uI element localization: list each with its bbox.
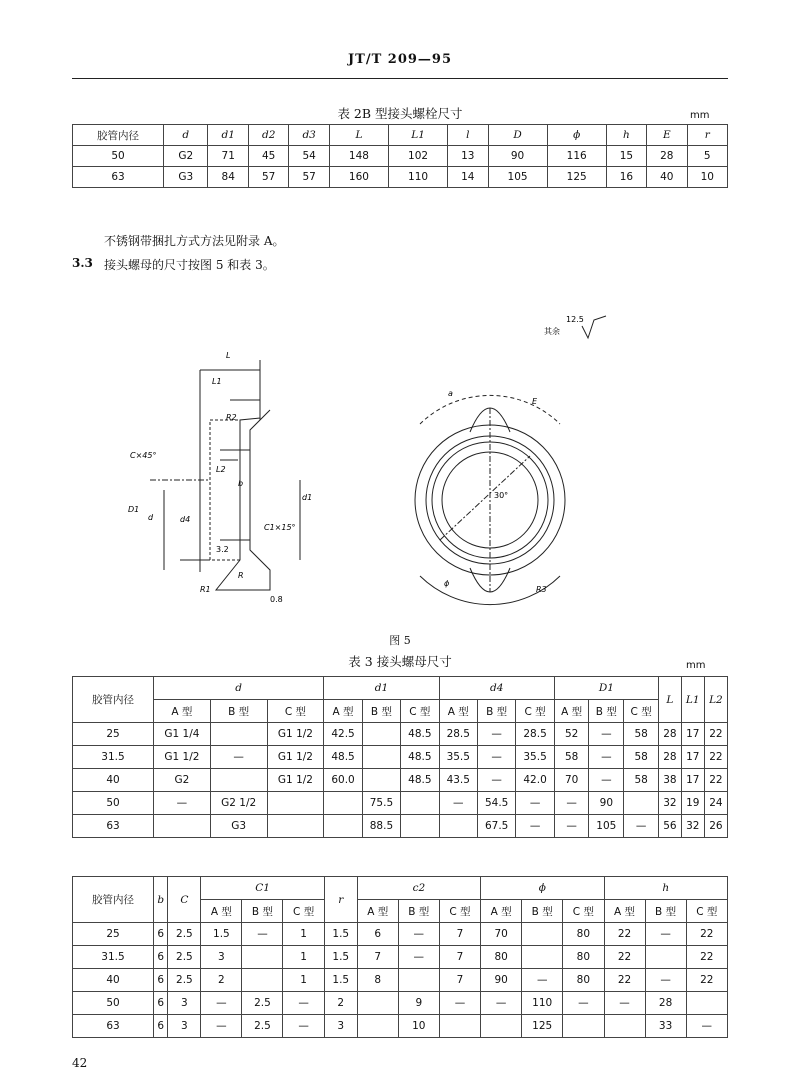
table-cell: — [645, 923, 686, 946]
table-cell: 80 [481, 946, 522, 969]
table-cell: — [477, 723, 515, 746]
table-cell: 2.5 [242, 1015, 283, 1038]
table-cell: 125 [522, 1015, 563, 1038]
table2-header-cell: L1 [389, 125, 448, 146]
table-cell: 57 [289, 167, 329, 188]
table-cell: 28.5 [516, 723, 554, 746]
roughness-outer: 0.8 [270, 595, 283, 604]
table-cell: 9 [398, 992, 439, 1015]
table3-header-cell: L [659, 677, 682, 723]
table3-bottom-group-header [73, 877, 728, 900]
table-cell: — [283, 992, 324, 1015]
table3-header-cell: B 型 [645, 900, 686, 923]
table-cell: 90 [488, 146, 547, 167]
table-cell: 1 [283, 923, 324, 946]
table-cell: — [516, 815, 554, 838]
table-cell: 7 [439, 969, 480, 992]
table-cell: 3 [168, 992, 201, 1015]
table-cell: 15 [606, 146, 646, 167]
table3-header-cell: r [324, 877, 357, 923]
table-cell: 63 [73, 815, 154, 838]
table-cell: 10 [687, 167, 728, 188]
table-cell: 70 [554, 769, 589, 792]
table-cell: 5 [687, 146, 728, 167]
table-cell: 7 [439, 923, 480, 946]
table-cell [563, 1015, 604, 1038]
table-cell [645, 946, 686, 969]
table-cell [357, 992, 398, 1015]
table-cell: G1 1/2 [267, 769, 324, 792]
table-cell: 35.5 [516, 746, 554, 769]
table-cell [522, 923, 563, 946]
table-cell: 116 [547, 146, 606, 167]
section-number: 3.3 [72, 256, 93, 270]
table-cell: 17 [681, 723, 704, 746]
table-cell: 58 [624, 769, 659, 792]
table3-header-cell: B 型 [522, 900, 563, 923]
table-cell: 22 [686, 923, 727, 946]
table3-header-cell: B 型 [477, 700, 515, 723]
table2-header-cell: d1 [208, 125, 248, 146]
dim-C1: C1×15° [264, 523, 296, 532]
table-cell: — [554, 815, 589, 838]
table-cell [242, 946, 283, 969]
table-row [73, 769, 728, 792]
table-cell: 7 [439, 946, 480, 969]
table-cell: 67.5 [477, 815, 515, 838]
table3-header-cell: B 型 [242, 900, 283, 923]
dim-D1: D1 [128, 505, 140, 514]
table3-group-header [73, 677, 728, 700]
table-cell: 1.5 [324, 946, 357, 969]
dim-R: R [238, 571, 244, 580]
table-cell [398, 969, 439, 992]
table-cell: 31.5 [73, 946, 154, 969]
table-cell [324, 815, 362, 838]
dim-E: E [532, 397, 538, 406]
table-cell: 110 [522, 992, 563, 1015]
dim-R2: R2 [226, 413, 237, 422]
table-cell: 25 [73, 923, 154, 946]
table2-caption: 表 2B 型接头螺栓尺寸 [337, 106, 463, 121]
table-cell: 54.5 [477, 792, 515, 815]
table-cell: 28.5 [439, 723, 477, 746]
table-cell: — [477, 746, 515, 769]
table2-header-cell: 胶管内径 [73, 125, 164, 146]
table-cell: — [516, 792, 554, 815]
table-cell: 105 [488, 167, 547, 188]
table-cell: — [210, 746, 267, 769]
table-cell: — [554, 792, 589, 815]
table-cell: 22 [686, 946, 727, 969]
table-cell: 22 [704, 746, 727, 769]
table-cell: 28 [659, 723, 682, 746]
table-cell: 17 [681, 746, 704, 769]
table-cell: 54 [289, 146, 329, 167]
table-cell: 7 [357, 946, 398, 969]
dim-L2: L2 [216, 465, 226, 474]
front-view [415, 395, 565, 604]
table3-header-cell: d1 [324, 677, 439, 700]
table-cell: 1 [283, 969, 324, 992]
table3-caption: 表 3 接头螺母尺寸 [348, 654, 452, 669]
surface-label: 其余 [544, 327, 560, 336]
table3-top-body [73, 723, 728, 838]
table-cell: — [563, 992, 604, 1015]
table-cell: 2.5 [168, 923, 201, 946]
table-cell: 63 [73, 167, 164, 188]
table-cell: 160 [329, 167, 388, 188]
table-cell: 28 [659, 746, 682, 769]
table-cell: 1.5 [201, 923, 242, 946]
note-paragraph: 不锈钢带捆扎方式方法见附录 A。 [104, 234, 285, 248]
table-cell: 6 [154, 1015, 168, 1038]
table-cell [604, 1015, 645, 1038]
table-cell [439, 815, 477, 838]
table-cell: — [398, 923, 439, 946]
table-cell: 22 [604, 923, 645, 946]
table-cell: 6 [154, 992, 168, 1015]
table-cell: 10 [398, 1015, 439, 1038]
dim-L: L [226, 351, 231, 360]
table2-header-cell: d [164, 125, 208, 146]
table-cell [242, 969, 283, 992]
table-row [73, 815, 728, 838]
table3-header-cell: C 型 [401, 700, 439, 723]
dim-chamfer: C×45° [130, 451, 157, 460]
dim-R3: R3 [536, 585, 547, 594]
table-row [73, 146, 728, 167]
table-cell [324, 792, 362, 815]
table-cell: 35.5 [439, 746, 477, 769]
table3-header-cell: d [154, 677, 324, 700]
table3-sub-header [73, 700, 728, 723]
table-cell: — [686, 1015, 727, 1038]
table3-header-cell: A 型 [324, 700, 362, 723]
table-cell: — [589, 723, 624, 746]
table2-header-cell: d2 [248, 125, 288, 146]
table-cell: G1 1/2 [267, 723, 324, 746]
table-cell [210, 723, 267, 746]
table-cell: 80 [563, 923, 604, 946]
table3-header-cell: C 型 [686, 900, 727, 923]
table3-header-cell: C [168, 877, 201, 923]
table-cell: 13 [448, 146, 488, 167]
table3-header-cell: C 型 [283, 900, 324, 923]
table-cell: 125 [547, 167, 606, 188]
table-cell: G3 [164, 167, 208, 188]
table-cell: — [481, 992, 522, 1015]
table2-header-cell: E [647, 125, 687, 146]
table-cell: 90 [481, 969, 522, 992]
table-cell [362, 723, 400, 746]
table3-header-cell: C 型 [267, 700, 324, 723]
table-cell: 75.5 [362, 792, 400, 815]
table-cell: — [439, 992, 480, 1015]
table-row [73, 923, 728, 946]
table-cell: 16 [606, 167, 646, 188]
table2-header-cell: h [606, 125, 646, 146]
table-cell [267, 792, 324, 815]
table2-header-cell: ϕ [547, 125, 606, 146]
table3-header-cell: b [154, 877, 168, 923]
standard-code-header: JT/T 209—95 [348, 52, 452, 67]
dim-d: d [148, 513, 154, 522]
table-cell: — [604, 992, 645, 1015]
table-row [73, 946, 728, 969]
table-row [73, 969, 728, 992]
table3-header-cell: A 型 [201, 900, 242, 923]
dim-d4: d4 [180, 515, 191, 524]
dim-b: b [238, 479, 244, 488]
table-cell: 32 [681, 815, 704, 838]
table-cell: — [283, 1015, 324, 1038]
table-cell: 17 [681, 769, 704, 792]
table3-bottom [72, 876, 728, 1038]
dim-angle: 30° [494, 491, 509, 500]
table-cell [401, 792, 439, 815]
table-cell: 1.5 [324, 969, 357, 992]
table-cell: — [624, 815, 659, 838]
table-cell: 28 [645, 992, 686, 1015]
table-cell: 50 [73, 992, 154, 1015]
table3-header-cell: L1 [681, 677, 704, 723]
table-row [73, 746, 728, 769]
table3-header-cell: B 型 [362, 700, 400, 723]
table3-header-cell: D1 [554, 677, 658, 700]
table3-header-cell: C 型 [439, 900, 480, 923]
table-cell: 2.5 [242, 992, 283, 1015]
table-cell: 22 [704, 769, 727, 792]
table-cell: 40 [647, 167, 687, 188]
table3-header-cell: ϕ [481, 877, 604, 900]
dim-L1: L1 [212, 377, 222, 386]
table-cell: 26 [704, 815, 727, 838]
table-cell: G3 [210, 815, 267, 838]
table3-header-cell: 胶管内径 [73, 677, 154, 723]
table3-header-cell: C1 [201, 877, 324, 900]
table3-header-cell: A 型 [554, 700, 589, 723]
table-cell [362, 769, 400, 792]
figure-5-drawing [120, 300, 640, 620]
table-cell: 88.5 [362, 815, 400, 838]
table-cell: 22 [604, 946, 645, 969]
table3-header-cell: 胶管内径 [73, 877, 154, 923]
table-cell: 22 [704, 723, 727, 746]
table-cell: 8 [357, 969, 398, 992]
table-cell: 80 [563, 969, 604, 992]
table-cell: 24 [704, 792, 727, 815]
table-cell [686, 992, 727, 1015]
table-cell: 102 [389, 146, 448, 167]
table-cell [522, 946, 563, 969]
page-number: 42 [72, 1056, 88, 1070]
table2-header-cell: L [329, 125, 388, 146]
table-cell: 58 [624, 746, 659, 769]
table-row [73, 1015, 728, 1038]
table-cell: 63 [73, 1015, 154, 1038]
table-cell [401, 815, 439, 838]
dim-phi: ϕ [444, 579, 450, 588]
table-cell [439, 1015, 480, 1038]
table-cell: 70 [481, 923, 522, 946]
table-cell [267, 815, 324, 838]
table-cell: 43.5 [439, 769, 477, 792]
table-cell: 110 [389, 167, 448, 188]
table2 [72, 124, 728, 188]
table3-header-cell: B 型 [398, 900, 439, 923]
table-cell: 19 [681, 792, 704, 815]
table3-top [72, 676, 728, 838]
table2-header-cell: r [687, 125, 728, 146]
table3-header-cell: C 型 [624, 700, 659, 723]
table-cell: 57 [248, 167, 288, 188]
figure-caption: 图 5 [389, 634, 411, 647]
table-cell [624, 792, 659, 815]
table-cell: 84 [208, 167, 248, 188]
table-cell: 3 [201, 946, 242, 969]
table-cell: 2.5 [168, 969, 201, 992]
table-cell: 42.5 [324, 723, 362, 746]
table-cell [357, 1015, 398, 1038]
table-row [73, 167, 728, 188]
table-cell: — [201, 1015, 242, 1038]
table3-header-cell: h [604, 877, 727, 900]
table-cell: 48.5 [401, 769, 439, 792]
table-cell: 58 [554, 746, 589, 769]
table-cell: 22 [604, 969, 645, 992]
section-view [150, 360, 300, 590]
table-cell: G2 [164, 146, 208, 167]
table-row [73, 792, 728, 815]
table3-header-cell: d4 [439, 677, 554, 700]
roughness-value: 12.5 [566, 315, 584, 324]
table2-unit: mm [690, 110, 710, 121]
table-cell: 40 [73, 969, 154, 992]
table-cell: 50 [73, 792, 154, 815]
table-cell: 90 [589, 792, 624, 815]
table2-header-cell: D [488, 125, 547, 146]
table3-header-cell: c2 [357, 877, 480, 900]
table-cell: 60.0 [324, 769, 362, 792]
dim-R1: R1 [200, 585, 211, 594]
table-cell: 50 [73, 146, 164, 167]
table-row [73, 992, 728, 1015]
table-cell [154, 815, 211, 838]
table-cell: 31.5 [73, 746, 154, 769]
table-cell [362, 746, 400, 769]
table3-header-cell: A 型 [154, 700, 211, 723]
table-cell: 1.5 [324, 923, 357, 946]
table-cell: — [589, 746, 624, 769]
table-cell: 3 [168, 1015, 201, 1038]
table-cell: 2 [324, 992, 357, 1015]
table3-header-cell: A 型 [481, 900, 522, 923]
table-cell: — [477, 769, 515, 792]
table-cell: — [439, 792, 477, 815]
table-cell: — [398, 946, 439, 969]
table-cell: 22 [686, 969, 727, 992]
table-cell: — [522, 969, 563, 992]
table3-header-cell: A 型 [357, 900, 398, 923]
table3-header-cell: C 型 [563, 900, 604, 923]
table3-header-cell: L2 [704, 677, 727, 723]
dim-d1: d1 [302, 493, 313, 502]
table-cell: — [645, 969, 686, 992]
table-cell: G2 [154, 769, 211, 792]
table-cell: 28 [647, 146, 687, 167]
table-cell: 71 [208, 146, 248, 167]
table-cell: 1 [283, 946, 324, 969]
table-cell: — [154, 792, 211, 815]
table-cell: 32 [659, 792, 682, 815]
table-cell: 2 [201, 969, 242, 992]
table2-header-row [73, 125, 728, 146]
table-cell: 148 [329, 146, 388, 167]
table-cell: — [242, 923, 283, 946]
table2-header-cell: l [448, 125, 488, 146]
table-cell: 6 [154, 969, 168, 992]
table-cell: 14 [448, 167, 488, 188]
header-rule [72, 78, 728, 79]
table2-header-cell: d3 [289, 125, 329, 146]
table-cell: 52 [554, 723, 589, 746]
table-cell: 80 [563, 946, 604, 969]
table-cell: 56 [659, 815, 682, 838]
table-cell: G2 1/2 [210, 792, 267, 815]
table-cell: — [589, 769, 624, 792]
table-cell: 105 [589, 815, 624, 838]
table3-header-cell: A 型 [439, 700, 477, 723]
table-cell: 38 [659, 769, 682, 792]
table-cell: 2.5 [168, 946, 201, 969]
table3-header-cell: B 型 [589, 700, 624, 723]
table-cell: 48.5 [401, 746, 439, 769]
table-row [73, 723, 728, 746]
table-cell: 25 [73, 723, 154, 746]
table3-header-cell: B 型 [210, 700, 267, 723]
table-cell: 6 [154, 946, 168, 969]
table-cell [210, 769, 267, 792]
table3-header-cell: A 型 [604, 900, 645, 923]
table-cell [481, 1015, 522, 1038]
table-cell: 48.5 [324, 746, 362, 769]
table-cell: G1 1/4 [154, 723, 211, 746]
table-cell: G1 1/2 [154, 746, 211, 769]
table-cell: 6 [154, 923, 168, 946]
table-cell: 33 [645, 1015, 686, 1038]
table-cell: G1 1/2 [267, 746, 324, 769]
table-cell: 3 [324, 1015, 357, 1038]
roughness-icon [582, 316, 606, 338]
dim-a: a [448, 389, 453, 398]
table-cell: 40 [73, 769, 154, 792]
table-cell: 45 [248, 146, 288, 167]
table3-bottom-body [73, 923, 728, 1038]
table-cell: 6 [357, 923, 398, 946]
table-cell: 42.0 [516, 769, 554, 792]
table3-unit: mm [686, 660, 706, 671]
section-paragraph: 接头螺母的尺寸按图 5 和表 3。 [104, 258, 275, 272]
table-cell: 58 [624, 723, 659, 746]
table3-header-cell: C 型 [516, 700, 554, 723]
table-cell: 48.5 [401, 723, 439, 746]
table-cell: — [201, 992, 242, 1015]
roughness-inner: 3.2 [216, 545, 229, 554]
